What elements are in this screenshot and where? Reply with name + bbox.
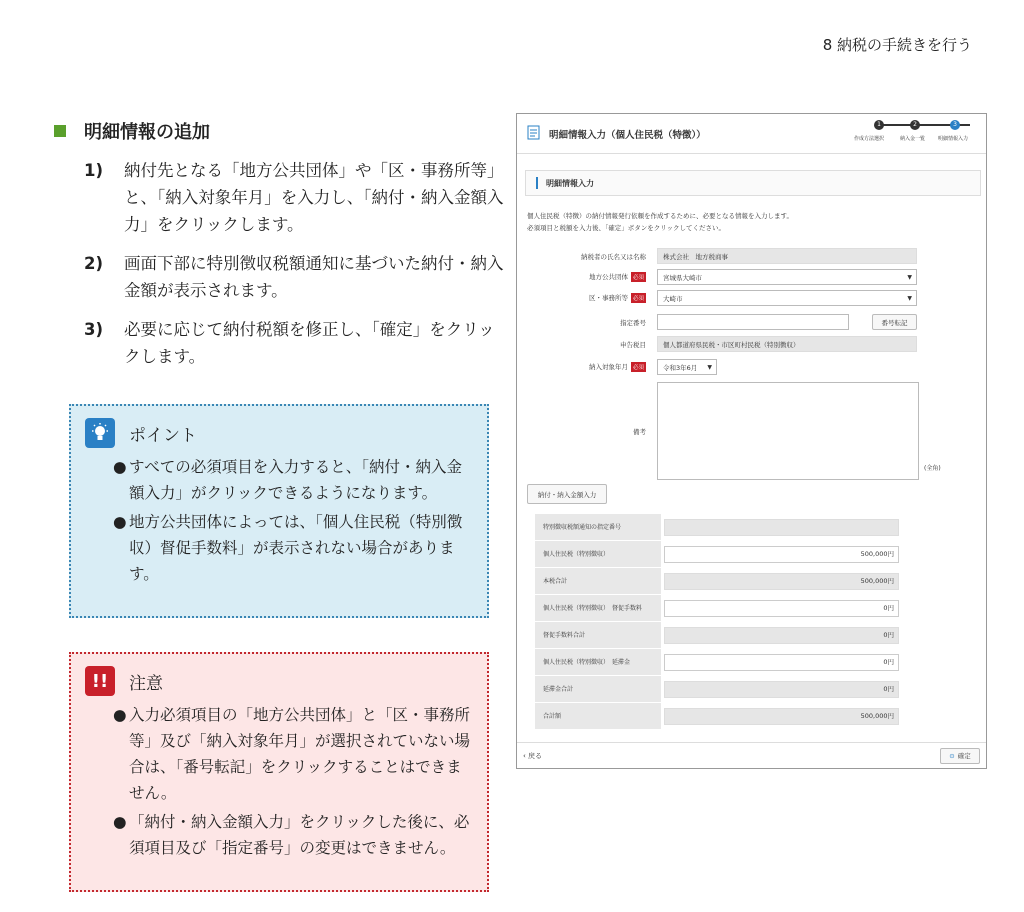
period-select[interactable]	[657, 359, 717, 375]
table-row	[535, 595, 902, 622]
row-value: 0円	[664, 681, 899, 698]
step-number: 3)	[84, 320, 104, 339]
row-label: 合計額	[535, 703, 661, 729]
dropdown-arrow-icon: ▼	[707, 363, 712, 371]
row-label: 延滞金合計	[535, 676, 661, 702]
step-text: 必要に応じて納付税額を修正し、「確定」をクリックします。	[124, 320, 495, 366]
point-item: ● 地方公共団体によっては、「個人住民税（特別徴収）督促手数料」が表示されない場合があります。	[113, 509, 473, 587]
dropdown-arrow-icon: ▼	[907, 294, 912, 302]
field-label	[589, 362, 646, 372]
dropdown-arrow-icon: ▼	[907, 273, 912, 281]
field-label	[589, 272, 646, 282]
required-badge: 必須	[631, 362, 646, 372]
lightbulb-icon	[85, 418, 115, 448]
required-badge: 必須	[631, 272, 646, 282]
caution-box	[69, 652, 489, 892]
step-number: 1)	[84, 161, 104, 180]
step-dot: 2	[910, 120, 920, 130]
row-designated	[517, 314, 986, 330]
row-value: 0円	[664, 627, 899, 644]
amount-input[interactable]: 0円	[664, 600, 899, 617]
row-label: 本税合計	[535, 568, 661, 594]
step-label: 明細情報入力	[938, 136, 969, 142]
row-taxpayer	[517, 248, 986, 264]
confirm-label: 確定	[957, 752, 971, 760]
description	[527, 210, 793, 234]
designated-number-input[interactable]	[657, 314, 849, 330]
description-line: 個人住民税（特徴）の納付情報発行依頼を作成するために、必要となる情報を入力します。	[527, 212, 793, 220]
step-text: 画面下部に特別徴収税額通知に基づいた納付・納入金額が表示されます。	[124, 254, 504, 300]
table-row	[535, 568, 902, 595]
row-remarks	[517, 382, 986, 480]
office-select[interactable]	[657, 290, 917, 306]
back-label: 戻る	[528, 751, 543, 760]
tax-item-field: 個人都道府県民税・市区町村民税（特別徴収）	[657, 336, 917, 352]
row-label: 個人住民税（特別徴収） 延滞金	[535, 649, 661, 675]
step-text: 納付先となる「地方公共団体」や「区・事務所等」と、「納入対象年月」を入力し、「納付・納入金額入力」をクリックします。	[124, 161, 504, 234]
local-gov-select[interactable]	[657, 269, 917, 285]
field-label: 備考	[633, 427, 646, 436]
step-label: 納入金一覧	[900, 136, 926, 142]
table-row	[535, 676, 902, 703]
back-link[interactable]	[523, 751, 542, 761]
row-value: 500,000円	[664, 708, 899, 725]
select-value: 令和3年6月	[663, 363, 698, 372]
select-value: 宮城県大崎市	[663, 273, 702, 282]
caution-text: 「納付・納入金額入力」をクリックした後に、必須項目及び「指定番号」の変更はできません。	[129, 813, 470, 857]
row-value	[664, 519, 899, 536]
step-list	[84, 157, 504, 382]
row-label: 個人住民税（特別徴収） 督促手数料	[535, 595, 661, 621]
caution-item: ● 入力必須項目の「地方公共団体」と「区・事務所等」及び「納入対象年月」が選択されていない場合は、「番号転記」をクリックすることはできません。	[113, 702, 473, 806]
step-number: 2)	[84, 254, 104, 273]
form-icon	[527, 125, 543, 143]
step-item	[84, 316, 504, 370]
caution-text: 入力必須項目の「地方公共団体」と「区・事務所等」及び「納入対象年月」が選択されていない場合は、「番号転記」をクリックすることはできません。	[129, 706, 471, 802]
step-item	[84, 250, 504, 304]
table-row	[535, 622, 902, 649]
caution-title: 注意	[129, 673, 163, 694]
field-label: 納税者の氏名又は名称	[581, 252, 646, 261]
step-label: 作成方法選択	[854, 136, 885, 142]
taxpayer-field: 株式会社 地方税商事	[657, 248, 917, 264]
field-label: 申告税目	[620, 340, 646, 349]
amount-input[interactable]: 0円	[664, 654, 899, 671]
progress-stepper	[854, 120, 980, 150]
section-title	[54, 118, 210, 144]
table-row	[535, 541, 902, 568]
amount-table	[535, 514, 902, 730]
screen-footer	[517, 742, 986, 768]
field-label: 指定番号	[620, 318, 646, 327]
step-dot: 1	[874, 120, 884, 130]
field-label	[589, 293, 646, 303]
point-title: ポイント	[129, 425, 197, 446]
row-value: 500,000円	[664, 573, 899, 590]
row-label: 督促手数料合計	[535, 622, 661, 648]
table-row	[535, 649, 902, 676]
step-item	[84, 157, 504, 238]
field-label-text: 区・事務所等	[588, 294, 628, 302]
point-box	[69, 404, 489, 618]
screenshot-panel	[516, 113, 987, 769]
number-transfer-button[interactable]: 番号転記	[872, 314, 917, 330]
amount-input[interactable]: 500,000円	[664, 546, 899, 563]
remarks-textarea[interactable]	[657, 382, 919, 480]
point-text: すべての必須項目を入力すると、「納付・納入金額入力」がクリックできるようになります。	[129, 458, 462, 502]
point-text: 地方公共団体によっては、「個人住民税（特別徴収）督促手数料」が表示されない場合があります。	[129, 513, 463, 583]
confirm-button[interactable]	[940, 748, 980, 764]
chapter-header: 8 納税の手続きを行う	[822, 36, 972, 54]
warning-icon: !!	[85, 666, 115, 696]
screen-title: 明細情報入力（個人住民税（特徴））	[549, 129, 706, 141]
row-office	[517, 290, 986, 306]
remarks-note: (全角)	[924, 465, 941, 472]
chevron-left-icon: ‹	[523, 751, 529, 760]
select-value: 大崎市	[663, 294, 683, 303]
caution-item: ● 「納付・納入金額入力」をクリックした後に、必須項目及び「指定番号」の変更はできません。	[113, 809, 473, 861]
description-line: 必須項目と税額を入力後、「確定」ボタンをクリックしてください。	[527, 224, 725, 232]
check-circle-icon: ⊙	[949, 751, 955, 760]
row-period	[517, 359, 986, 375]
row-tax-item	[517, 336, 986, 352]
sub-heading: 明細情報入力	[525, 170, 981, 196]
row-label: 特別徴収税額通知の指定番号	[535, 514, 661, 540]
field-label-text: 地方公共団体	[588, 273, 628, 281]
table-row	[535, 703, 902, 730]
row-local-gov	[517, 269, 986, 285]
row-label: 個人住民税（特別徴収）	[535, 541, 661, 567]
required-badge: 必須	[631, 293, 646, 303]
point-item: ● すべての必須項目を入力すると、「納付・納入金額入力」がクリックできるようになります。	[113, 454, 473, 506]
section-marker	[54, 125, 66, 137]
table-row	[535, 514, 902, 541]
step-dot-current: 3	[950, 120, 960, 130]
amount-input-button[interactable]: 納付・納入金額入力	[527, 484, 607, 504]
field-label-text: 納入対象年月	[588, 363, 628, 371]
section-title-text: 明細情報の追加	[84, 122, 210, 143]
